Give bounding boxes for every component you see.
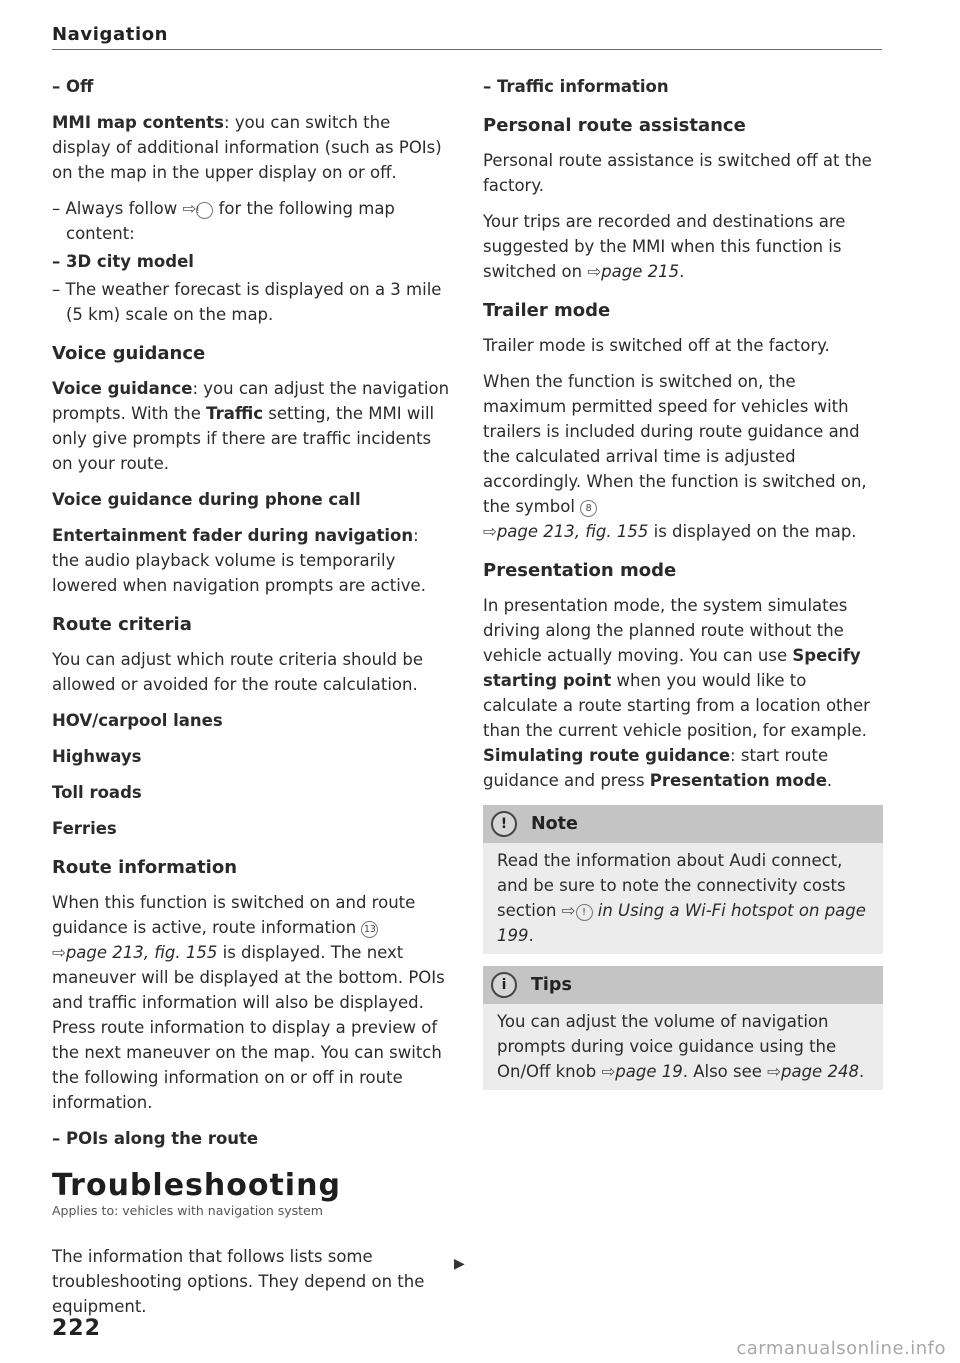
arrow-right-icon: ⇨ [601,1062,616,1081]
tips-header [483,966,883,1004]
mmi-map-contents-paragraph: MMI map contents: you can switch the display of additional information (such as POIs) on the map in the upper display on or off. [52,113,442,182]
info-circle-icon: i [491,972,517,998]
arrow-right-icon: ⇨ [587,262,602,281]
tips-title: Tips [531,974,572,995]
heading-voice-guidance: Voice guidance [52,343,206,364]
callout-13-icon: 13 [361,921,378,938]
tips-box [483,966,883,1090]
warning-circle-icon: ! [576,904,593,921]
trailer-paragraph-2: When the function is switched on, the maximum permitted speed for vehicles with trailers is included during route guidance and the calculated arrival time is adjusted accordingly. When the function is switched on, the symbol 8 ⇨page 213, fig. 155 is displayed on the map. [483,372,867,541]
arrow-right-icon: ⇨ [767,1062,781,1081]
arrow-right-icon: ⇨ [182,199,197,218]
header-title: Navigation [52,24,169,45]
list-item-pois: – POIs along the route [52,1129,259,1148]
voice-guidance-paragraph: Voice guidance: you can adjust the navigation prompts. With the Traffic setting, the MMI will only give prompts if there are traffic incidents on your route. [52,379,450,473]
note-header [483,805,883,843]
page-number: 222 [52,1316,101,1341]
voice-guidance-phone-call: Voice guidance during phone call [52,490,361,509]
list-item-weather: – The weather forecast is displayed on a 3 mile (5 km) scale on the map. [52,280,442,324]
callout-8-icon: 8 [580,500,597,517]
page-reference[interactable]: page 19 [615,1062,683,1081]
page-reference[interactable]: page 213, fig. 155 [496,522,649,541]
presentation-paragraph: In presentation mode, the system simulates driving along the planned route without the vehicle actually moving. You can use Specify starting point when you would like to calculate a route starting from a location other than the current vehicle position, for example. Simulating route guidance: start route guidance and press Presentation mode. [483,596,870,790]
option-toll-roads: Toll roads [52,783,142,802]
tips-body: You can adjust the volume of navigation prompts during voice guidance using the On/Off knob ⇨page 19. Also see ⇨page 248. [483,1004,883,1090]
arrow-right-icon: ⇨ [52,943,66,962]
option-hov-lanes: HOV/carpool lanes [52,711,223,730]
route-information-paragraph: When this function is switched on and route guidance is active, route information 13 ⇨page 213, fig. 155 is displayed. The next maneuver will be displayed at the bottom. POIs and traffic information will also be displayed. Press route information to display a preview of the next maneuver on the map. You can switch the following information on or off in route information. [52,893,445,1112]
play-triangle-icon: ▶ [454,1256,465,1272]
exclamation-circle-icon: ! [491,811,517,837]
right-column [483,74,883,1090]
page-reference[interactable]: page 213, fig. 155 [65,943,218,962]
pra-paragraph-2: Your trips are recorded and destinations are suggested by the MMI when this function is switched on ⇨page 215. [483,212,846,281]
troubleshooting-paragraph: The information that follows lists some troubleshooting options. They depend on the equipment. [52,1247,425,1316]
page-reference[interactable]: page 215 [601,262,680,281]
heading-troubleshooting: Troubleshooting [52,1168,341,1203]
applies-to-note: Applies to: vehicles with navigation system [52,1203,323,1218]
note-box [483,805,883,954]
heading-presentation-mode: Presentation mode [483,560,677,581]
note-title: Note [531,813,578,834]
option-ferries: Ferries [52,819,117,838]
list-item-traffic-information: – Traffic information [483,77,669,96]
always-follow-item: – Always follow ⇨! for the following map content: [52,199,395,243]
page-reference[interactable]: page 248 [781,1062,859,1081]
watermark: carmanualsonline.info [736,1338,946,1359]
note-body: Read the information about Audi connect, and be sure to note the connectivity costs section ⇨ ! in Using a Wi-Fi hotspot on page 199. [483,843,883,954]
arrow-right-icon: ⇨ [483,522,497,541]
option-highways: Highways [52,747,142,766]
arrow-right-icon: ⇨ [561,901,576,920]
route-criteria-paragraph: You can adjust which route criteria should be allowed or avoided for the route calculation. [52,650,423,694]
warning-circle-icon: ! [196,202,213,219]
left-column [52,74,450,1330]
heading-trailer-mode: Trailer mode [483,300,611,321]
list-item-3d-city-model: – 3D city model [52,252,194,271]
entertainment-fader-paragraph: Entertainment fader during navigation: the audio playback volume is temporarily lowered when navigation prompts are active. [52,526,426,595]
heading-route-criteria: Route criteria [52,614,192,635]
page-header [52,24,882,50]
note-link[interactable]: in Using a Wi-Fi hotspot on page 199 [497,901,866,945]
list-item-off: – Off [52,77,94,96]
pra-paragraph-1: Personal route assistance is switched off at the factory. [483,151,872,195]
heading-route-information: Route information [52,857,238,878]
heading-personal-route-assistance: Personal route assistance [483,115,746,136]
trailer-paragraph-1: Trailer mode is switched off at the factory. [483,336,830,355]
